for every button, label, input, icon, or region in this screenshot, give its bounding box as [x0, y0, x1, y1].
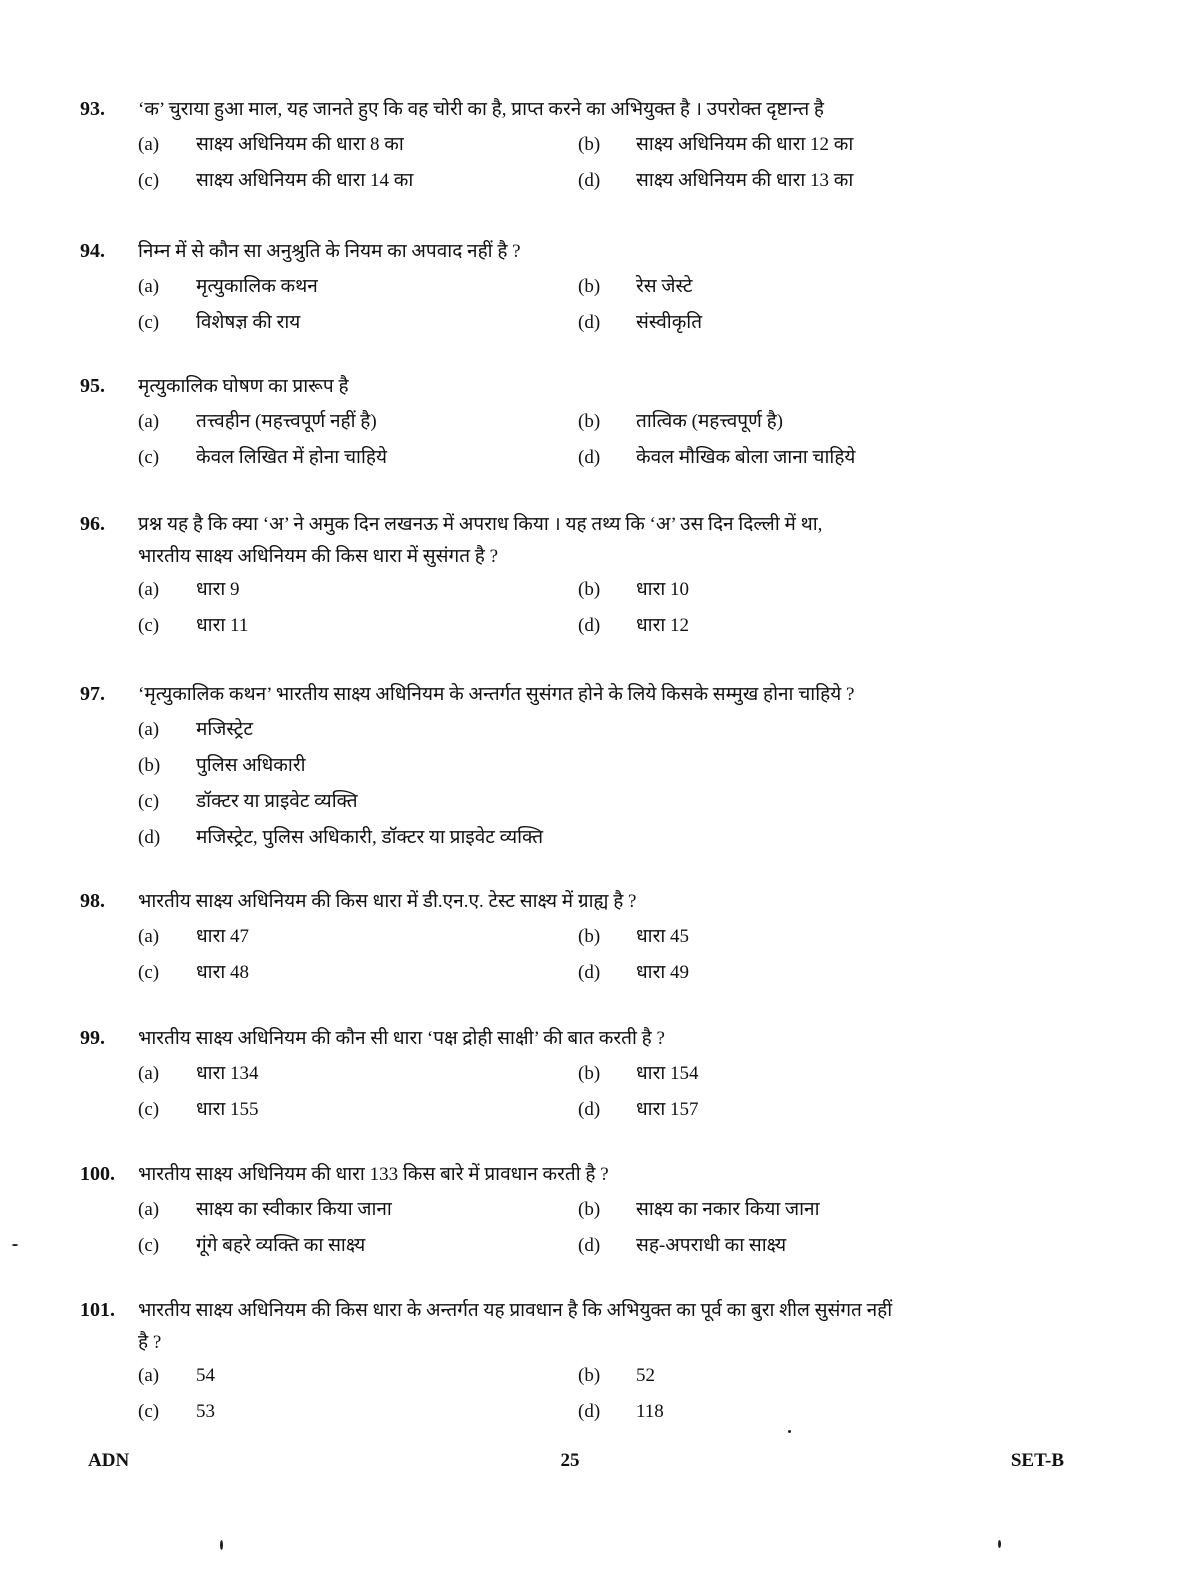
- question-95: [80, 369, 1080, 476]
- scan-speck: [12, 1244, 18, 1246]
- option-text: 52: [636, 1365, 655, 1386]
- question-number: 93.: [80, 98, 105, 120]
- question-text: मृत्युकालिक घोषण का प्रारूप है: [138, 376, 349, 397]
- page-footer: [88, 1450, 1064, 1472]
- option-text: साक्ष्य अधिनियम की धारा 14 का: [196, 170, 414, 191]
- footer-code: ADN: [88, 1450, 130, 1471]
- option-text: मजिस्ट्रेट: [196, 719, 253, 740]
- option-label: (a): [138, 1365, 160, 1386]
- option-b: [578, 127, 1018, 163]
- option-text: मृत्युकालिक कथन: [196, 276, 318, 297]
- question-text: भारतीय साक्ष्य अधिनियम की धारा 133 किस बारे में प्रावधान करती है ?: [138, 1164, 609, 1185]
- option-label: (a): [138, 579, 160, 600]
- option-label: (d): [578, 1235, 601, 1256]
- option-label: (a): [138, 719, 160, 740]
- option-c: [138, 1228, 578, 1264]
- option-a: [138, 572, 578, 608]
- question-97: [80, 677, 1080, 856]
- option-text: 118: [636, 1401, 664, 1422]
- option-text: केवल लिखित में होना चाहिये: [196, 447, 387, 468]
- option-c: [138, 305, 578, 341]
- option-label: (c): [138, 1401, 160, 1422]
- option-label: (b): [578, 1063, 601, 1084]
- question-number: 97.: [80, 683, 105, 705]
- option-text: धारा 45: [636, 926, 690, 947]
- question-number: 99.: [80, 1027, 105, 1049]
- option-text: धारा 11: [196, 615, 249, 636]
- option-c: [138, 784, 1018, 820]
- option-text: धारा 9: [196, 579, 240, 600]
- option-label: (c): [138, 791, 160, 812]
- option-label: (c): [138, 615, 160, 636]
- option-label: (c): [138, 1235, 160, 1256]
- option-d: [578, 1092, 1018, 1128]
- option-a: [138, 712, 1018, 748]
- option-c: [138, 608, 578, 644]
- option-label: (a): [138, 1063, 160, 1084]
- option-label: (d): [578, 312, 601, 333]
- option-text: केवल मौखिक बोला जाना चाहिये: [636, 447, 856, 468]
- option-label: (d): [578, 1099, 601, 1120]
- option-label: (b): [578, 926, 601, 947]
- option-text: धारा 49: [636, 962, 690, 983]
- question-text: ‘क’ चुराया हुआ माल, यह जानते हुए कि वह चोरी का है, प्राप्त करने का अभियुक्त है । उपरोक्त दृष्टान्त है: [138, 99, 824, 120]
- option-b: [578, 1358, 1018, 1394]
- option-c: [138, 163, 578, 199]
- option-text: धारा 134: [196, 1063, 259, 1084]
- option-label: (b): [578, 1199, 601, 1220]
- option-label: (b): [578, 134, 601, 155]
- option-d: [578, 955, 1018, 991]
- question-98: [80, 884, 1080, 991]
- option-text: संस्वीकृति: [636, 312, 703, 333]
- option-b: [578, 572, 1018, 608]
- option-label: (c): [138, 962, 160, 983]
- option-text: धारा 47: [196, 926, 250, 947]
- question-100: [80, 1157, 1080, 1264]
- option-d: [578, 440, 1018, 476]
- option-text: साक्ष्य का नकार किया जाना: [636, 1199, 820, 1220]
- option-label: (c): [138, 170, 160, 191]
- option-label: (b): [138, 755, 161, 776]
- option-b: [578, 269, 1018, 305]
- question-number: 101.: [80, 1299, 115, 1321]
- option-label: (a): [138, 926, 160, 947]
- question-number: 100.: [80, 1163, 115, 1185]
- option-text: धारा 157: [636, 1099, 699, 1120]
- set-label: SET-B: [1010, 1450, 1064, 1471]
- option-label: (a): [138, 276, 160, 297]
- option-label: (b): [578, 276, 601, 297]
- option-a: [138, 127, 578, 163]
- option-text: विशेषज्ञ की राय: [196, 312, 301, 333]
- option-text: तत्त्वहीन (महत्त्वपूर्ण नहीं है): [196, 411, 377, 432]
- question-text: ‘मृत्युकालिक कथन’ भारतीय साक्ष्य अधिनियम के अन्तर्गत सुसंगत होने के लिये किसके सम्मुख होना चाहिये ?: [138, 684, 855, 705]
- scan-speck: [788, 1430, 791, 1433]
- option-label: (b): [578, 579, 601, 600]
- question-number: 94.: [80, 240, 105, 262]
- option-text: 53: [196, 1401, 215, 1422]
- option-b: [578, 1192, 1018, 1228]
- option-a: [138, 1056, 578, 1092]
- option-c: [138, 1394, 578, 1430]
- option-b: [578, 1056, 1018, 1092]
- question-text: निम्न में से कौन सा अनुश्रुति के नियम का अपवाद नहीं है ?: [138, 241, 521, 262]
- option-label: (b): [578, 411, 601, 432]
- option-a: [138, 1192, 578, 1228]
- question-number: 96.: [80, 513, 105, 535]
- question-text: भारतीय साक्ष्य अधिनियम की किस धारा में डी.एन.ए. टेस्ट साक्ष्य में ग्राह्य है ?: [138, 891, 637, 912]
- page-number: 25: [560, 1450, 580, 1471]
- scan-speck: [220, 1540, 223, 1550]
- option-label: (d): [578, 615, 601, 636]
- option-c: [138, 440, 578, 476]
- option-c: [138, 1092, 578, 1128]
- option-a: [138, 919, 578, 955]
- option-d: [138, 820, 1018, 856]
- question-text-continued: है ?: [138, 1332, 162, 1353]
- option-label: (c): [138, 312, 160, 333]
- option-text: धारा 10: [636, 579, 690, 600]
- option-label: (a): [138, 411, 160, 432]
- option-text: तात्विक (महत्त्वपूर्ण है): [636, 411, 783, 432]
- option-text: धारा 154: [636, 1063, 699, 1084]
- option-b: [578, 919, 1018, 955]
- option-d: [578, 305, 1018, 341]
- option-text: धारा 12: [636, 615, 690, 636]
- question-text: भारतीय साक्ष्य अधिनियम की कौन सी धारा ‘पक्ष द्रोही साक्षी’ की बात करती है ?: [138, 1028, 665, 1049]
- option-text: 54: [196, 1365, 215, 1386]
- option-text: साक्ष्य अधिनियम की धारा 13 का: [636, 170, 854, 191]
- option-d: [578, 1394, 1018, 1430]
- question-93: [80, 92, 1080, 199]
- option-text: धारा 155: [196, 1099, 259, 1120]
- option-a: [138, 404, 578, 440]
- option-a: [138, 1358, 578, 1394]
- option-b: [578, 404, 1018, 440]
- option-c: [138, 955, 578, 991]
- question-text: भारतीय साक्ष्य अधिनियम की किस धारा के अन्तर्गत यह प्रावधान है कि अभियुक्त का पूर्व का बुरा शील सुसंगत नहीं: [138, 1300, 893, 1321]
- option-label: (d): [578, 1401, 601, 1422]
- option-text: रेस जेस्टे: [636, 276, 693, 297]
- option-d: [578, 163, 1018, 199]
- option-text: साक्ष्य अधिनियम की धारा 12 का: [636, 134, 854, 155]
- option-text: डॉक्टर या प्राइवेट व्यक्ति: [196, 791, 358, 812]
- option-label: (a): [138, 134, 160, 155]
- question-96: [80, 507, 1080, 644]
- option-text: मजिस्ट्रेट, पुलिस अधिकारी, डॉक्टर या प्राइवेट व्यक्ति: [196, 827, 544, 848]
- option-label: (d): [578, 170, 601, 191]
- question-94: [80, 234, 1080, 341]
- question-101: [80, 1293, 1080, 1430]
- question-number: 98.: [80, 890, 105, 912]
- option-text: साक्ष्य अधिनियम की धारा 8 का: [196, 134, 404, 155]
- option-text: सह-अपराधी का साक्ष्य: [636, 1235, 787, 1256]
- option-text: धारा 48: [196, 962, 250, 983]
- option-d: [578, 1228, 1018, 1264]
- option-b: [138, 748, 1018, 784]
- question-99: [80, 1021, 1080, 1128]
- option-label: (a): [138, 1199, 160, 1220]
- question-number: 95.: [80, 375, 105, 397]
- option-text: साक्ष्य का स्वीकार किया जाना: [196, 1199, 392, 1220]
- option-d: [578, 608, 1018, 644]
- option-label: (b): [578, 1365, 601, 1386]
- scan-speck: [998, 1540, 1001, 1548]
- option-a: [138, 269, 578, 305]
- option-label: (d): [578, 447, 601, 468]
- option-label: (d): [578, 962, 601, 983]
- option-label: (d): [138, 827, 161, 848]
- option-text: पुलिस अधिकारी: [196, 755, 306, 776]
- option-label: (c): [138, 1099, 160, 1120]
- question-text: प्रश्न यह है कि क्या ‘अ’ ने अमुक दिन लखनऊ में अपराध किया । यह तथ्य कि ‘अ’ उस दिन दिल्ली में था,: [138, 514, 823, 535]
- option-text: गूंगे बहरे व्यक्ति का साक्ष्य: [196, 1235, 366, 1256]
- question-text-continued: भारतीय साक्ष्य अधिनियम की किस धारा में सुसंगत है ?: [138, 546, 499, 567]
- option-label: (c): [138, 447, 160, 468]
